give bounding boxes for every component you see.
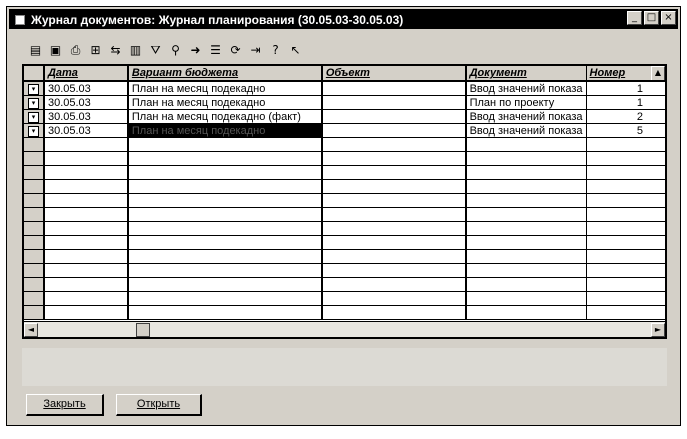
- empty-row: [24, 292, 665, 306]
- scroll-up-button[interactable]: ▲: [651, 66, 665, 81]
- empty-cell: [128, 152, 322, 166]
- cell-date: 30.05.03: [44, 81, 128, 96]
- cell-object: [322, 110, 466, 124]
- empty-cell: [322, 152, 466, 166]
- empty-cell: [24, 222, 44, 236]
- empty-cell: [128, 138, 322, 152]
- empty-cell: [586, 166, 646, 180]
- empty-cell: [646, 264, 665, 278]
- close-button-label: Закрыть: [43, 398, 86, 410]
- empty-cell: [466, 138, 586, 152]
- empty-row: [24, 278, 665, 292]
- document-type-icon[interactable]: [24, 124, 44, 138]
- empty-cell: [322, 292, 466, 306]
- cell-spacer: [646, 124, 665, 138]
- empty-cell: [44, 250, 128, 264]
- empty-cell: [322, 208, 466, 222]
- empty-cell: [586, 208, 646, 222]
- empty-cell: [128, 278, 322, 292]
- table-row[interactable]: [24, 110, 665, 124]
- empty-cell: [128, 180, 322, 194]
- title-bar[interactable]: [9, 9, 678, 29]
- empty-cell: [466, 208, 586, 222]
- cell-number: 5: [586, 124, 646, 138]
- refresh-icon[interactable]: ⟳: [230, 43, 241, 57]
- empty-cell: [128, 264, 322, 278]
- cell-number: 1: [586, 81, 646, 96]
- cell-document: Ввод значений показа: [466, 81, 586, 96]
- empty-cell: [322, 278, 466, 292]
- empty-row: [24, 138, 665, 152]
- maximize-button[interactable]: □: [644, 11, 659, 25]
- empty-cell: [24, 208, 44, 222]
- empty-row: [24, 236, 665, 250]
- empty-cell: [44, 292, 128, 306]
- empty-cell: [24, 236, 44, 250]
- scroll-thumb[interactable]: [136, 323, 150, 337]
- close-button[interactable]: [26, 394, 104, 416]
- open-button-label: Открыть: [136, 398, 181, 410]
- empty-row: [24, 152, 665, 166]
- cell-spacer: [646, 110, 665, 124]
- scroll-left-button[interactable]: ◄: [24, 323, 38, 337]
- empty-cell: [646, 236, 665, 250]
- empty-cell: [586, 236, 646, 250]
- empty-cell: [466, 250, 586, 264]
- empty-row: [24, 222, 665, 236]
- empty-cell: [322, 306, 466, 320]
- empty-cell: [24, 180, 44, 194]
- toolbar: [27, 37, 304, 63]
- table-row[interactable]: [24, 124, 665, 138]
- empty-cell: [322, 250, 466, 264]
- empty-cell: [322, 138, 466, 152]
- document-icon: ▾: [28, 126, 39, 137]
- cell-spacer: [646, 96, 665, 110]
- table-row[interactable]: [24, 96, 665, 110]
- filter-icon[interactable]: ⛛: [150, 42, 161, 57]
- empty-cell: [44, 236, 128, 250]
- empty-cell: [646, 138, 665, 152]
- app-icon: [15, 15, 25, 25]
- empty-cell: [466, 166, 586, 180]
- empty-row: [24, 306, 665, 320]
- copy-document-icon[interactable]: ▣: [49, 43, 62, 57]
- cell-date: 30.05.03: [44, 124, 128, 138]
- empty-cell: [322, 166, 466, 180]
- empty-cell: [128, 236, 322, 250]
- empty-cell: [646, 194, 665, 208]
- document-type-icon[interactable]: [24, 96, 44, 110]
- minimize-button[interactable]: _: [627, 11, 642, 25]
- empty-cell: [44, 264, 128, 278]
- empty-cell: [128, 166, 322, 180]
- empty-cell: [128, 222, 322, 236]
- empty-cell: [586, 194, 646, 208]
- context-help-icon[interactable]: ↖: [290, 43, 301, 57]
- empty-cell: [646, 152, 665, 166]
- cell-variant: План на месяц подекадно: [128, 81, 322, 96]
- edit-document-icon[interactable]: ▥: [129, 43, 142, 57]
- empty-cell: [24, 278, 44, 292]
- cell-object: [322, 96, 466, 110]
- empty-cell: [586, 180, 646, 194]
- empty-row: [24, 208, 665, 222]
- empty-cell: [24, 306, 44, 320]
- document-icon: ▾: [28, 98, 39, 109]
- empty-cell: [466, 292, 586, 306]
- empty-cell: [44, 278, 128, 292]
- cell-variant: План на месяц подекадно: [128, 96, 322, 110]
- empty-cell: [44, 306, 128, 320]
- empty-cell: [646, 292, 665, 306]
- close-window-button[interactable]: ×: [661, 11, 676, 25]
- empty-row: [24, 194, 665, 208]
- empty-cell: [466, 306, 586, 320]
- empty-cell: [466, 222, 586, 236]
- empty-cell: [44, 152, 128, 166]
- empty-cell: [466, 236, 586, 250]
- marker-header: [24, 66, 44, 81]
- empty-cell: [128, 292, 322, 306]
- empty-cell: [24, 138, 44, 152]
- empty-cell: [24, 194, 44, 208]
- empty-cell: [586, 306, 646, 320]
- empty-cell: [646, 180, 665, 194]
- go-to-icon[interactable]: ➜: [190, 43, 201, 57]
- cell-date: 30.05.03: [44, 96, 128, 110]
- empty-cell: [466, 278, 586, 292]
- empty-cell: [322, 264, 466, 278]
- documents-grid[interactable]: [22, 64, 667, 339]
- grid-header-row: [24, 66, 665, 81]
- empty-cell: [646, 250, 665, 264]
- empty-cell: [24, 166, 44, 180]
- move-document-icon[interactable]: ⇆: [110, 43, 121, 57]
- empty-cell: [586, 138, 646, 152]
- empty-cell: [466, 264, 586, 278]
- scroll-up-cell: [646, 66, 665, 81]
- cell-number: 2: [586, 110, 646, 124]
- empty-cell: [646, 208, 665, 222]
- find-icon[interactable]: ⚲: [171, 43, 180, 57]
- empty-cell: [24, 264, 44, 278]
- open-button[interactable]: [116, 394, 202, 416]
- empty-cell: [128, 306, 322, 320]
- empty-cell: [24, 152, 44, 166]
- document-type-icon[interactable]: [24, 110, 44, 124]
- empty-row: [24, 180, 665, 194]
- document-icon: ▾: [28, 84, 39, 95]
- empty-cell: [646, 306, 665, 320]
- column-header-document[interactable]: Документ: [466, 66, 586, 81]
- empty-cell: [586, 264, 646, 278]
- column-header-variant[interactable]: Вариант бюджета: [128, 66, 322, 81]
- empty-cell: [128, 208, 322, 222]
- empty-cell: [24, 292, 44, 306]
- empty-cell: [322, 180, 466, 194]
- empty-cell: [466, 180, 586, 194]
- empty-cell: [322, 222, 466, 236]
- empty-cell: [44, 180, 128, 194]
- cell-object: [322, 81, 466, 96]
- empty-cell: [586, 250, 646, 264]
- column-header-object[interactable]: Объект: [322, 66, 466, 81]
- empty-cell: [44, 194, 128, 208]
- empty-cell: [586, 152, 646, 166]
- help-icon[interactable]: ?: [272, 43, 279, 57]
- table-row[interactable]: [24, 81, 665, 96]
- cell-document: План по проекту: [466, 96, 586, 110]
- window-title: Журнал документов: Журнал планирования (30.05.03-30.05.03): [31, 12, 404, 27]
- document-icon: ▾: [28, 112, 39, 123]
- empty-cell: [586, 292, 646, 306]
- empty-cell: [44, 222, 128, 236]
- empty-cell: [322, 236, 466, 250]
- empty-cell: [128, 250, 322, 264]
- cell-spacer: [646, 81, 665, 96]
- empty-row: [24, 166, 665, 180]
- empty-cell: [128, 194, 322, 208]
- horizontal-scrollbar[interactable]: [24, 321, 665, 337]
- cell-date: 30.05.03: [44, 110, 128, 124]
- cell-document: Ввод значений показа: [466, 110, 586, 124]
- cell-variant: План на месяц подекадно (факт): [128, 110, 322, 124]
- empty-cell: [586, 278, 646, 292]
- documents-table: [24, 66, 665, 320]
- empty-row: [24, 264, 665, 278]
- column-header-date[interactable]: Дата: [44, 66, 128, 81]
- new-document-icon[interactable]: ▤: [29, 43, 42, 57]
- empty-cell: [466, 194, 586, 208]
- empty-row: [24, 250, 665, 264]
- list-icon[interactable]: ☰: [210, 43, 221, 57]
- cell-number: 1: [586, 96, 646, 110]
- preview-icon[interactable]: ⊞: [90, 43, 101, 57]
- window-controls: [627, 11, 676, 25]
- column-header-number[interactable]: Номер: [586, 66, 646, 81]
- empty-cell: [44, 138, 128, 152]
- empty-cell: [44, 166, 128, 180]
- cell-document: Ввод значений показа: [466, 124, 586, 138]
- scroll-right-button[interactable]: ►: [651, 323, 665, 337]
- document-type-icon[interactable]: [24, 81, 44, 96]
- cell-object: [322, 124, 466, 138]
- empty-cell: [44, 208, 128, 222]
- status-area: [22, 348, 667, 386]
- export-icon[interactable]: ⇥: [250, 43, 261, 57]
- empty-cell: [646, 166, 665, 180]
- print-icon[interactable]: ⎙: [70, 42, 81, 57]
- cell-variant: План на месяц подекадно: [128, 124, 322, 138]
- empty-cell: [466, 152, 586, 166]
- empty-cell: [586, 222, 646, 236]
- empty-cell: [322, 194, 466, 208]
- empty-cell: [24, 250, 44, 264]
- empty-cell: [646, 278, 665, 292]
- empty-cell: [646, 222, 665, 236]
